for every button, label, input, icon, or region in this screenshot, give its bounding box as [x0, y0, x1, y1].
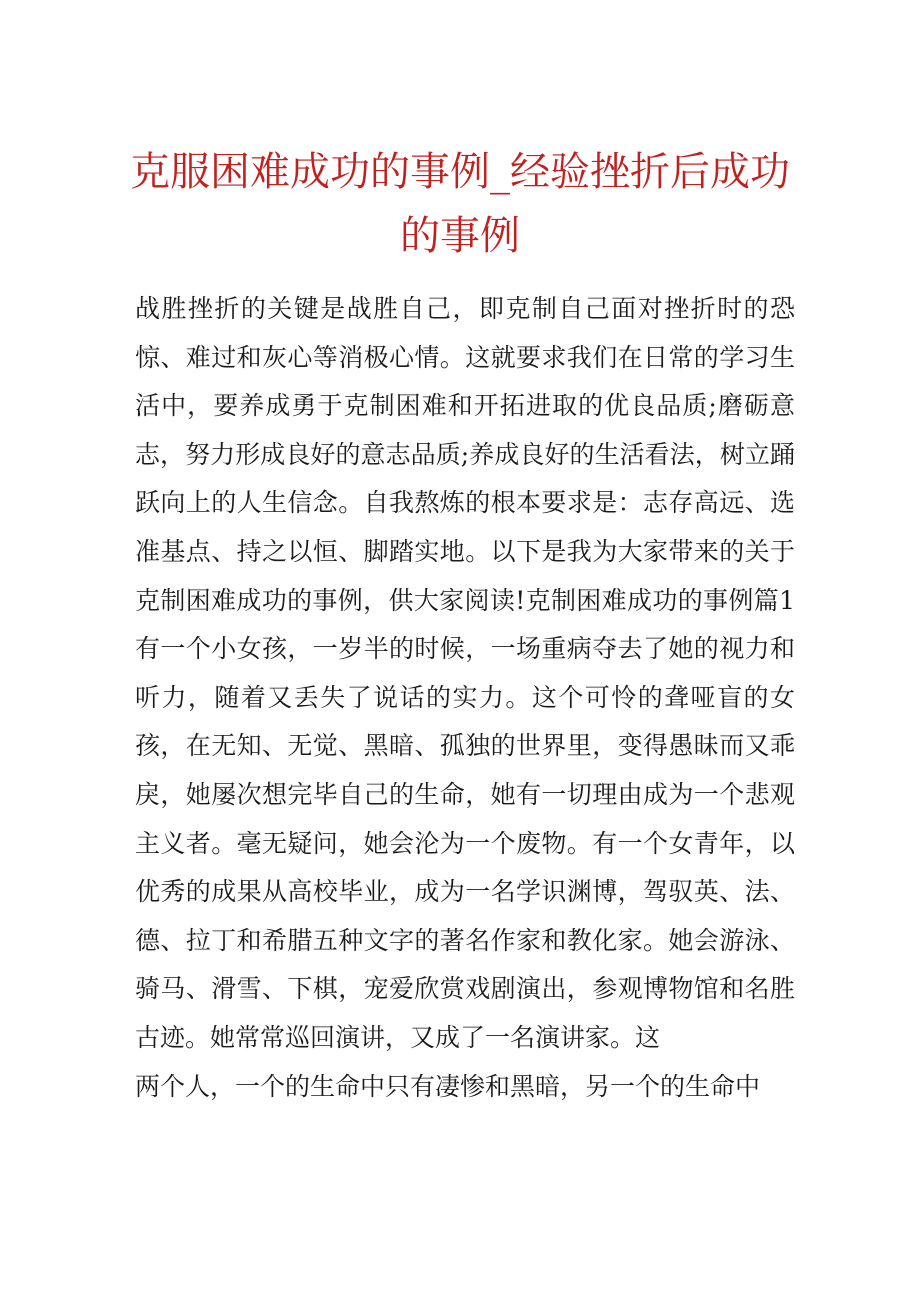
body-paragraph: 战胜挫折的关键是战胜自己，即克制自己面对挫折时的恐惊、难过和灰心等消极心情。这就要求我们在日常的学习生活中，要养成勇于克制困难和开拓进取的优良品质;磨砺意志，努力形成良好的意志品质;养成良好的生活看法，树立踊跃向上的人生信念。自我熬炼的根本要求是：志存高远、选准基点、持之以恒、脚踏实地。以下是我为大家带来的关于克制困难成功的事例，供大家阅读!克制困难成功的事例篇1有一个小女孩，一岁半的时候，一场重病夺去了她的视力和听力，随着又丢失了说话的实力。这个可怜的聋哑盲的女孩，在无知、无觉、黑暗、孤独的世界里，变得愚昧而又乖戾，她屡次想完毕自己的生命，她有一切理由成为一个悲观主义者。毫无疑问，她会沦为一个废物。有一个女青年，以优秀的成果从高校毕业，成为一名学识渊博，驾驭英、法、德、拉丁和希腊五种文字的著名作家和教化家。她会游泳、骑马、滑雪、下棋，宠爱欣赏戏剧演出，参观博物馆和名胜古迹。她常常巡回演讲，又成了一名演讲家。这: [135, 294, 795, 1052]
body-paragraph: 两个人，一个的生命中只有凄惨和黑暗，另一个的生命中: [135, 1071, 761, 1101]
document-body: [135, 285, 795, 1111]
document-title: 克服困难成功的事例_经验挫折后成功的事例: [130, 149, 790, 259]
